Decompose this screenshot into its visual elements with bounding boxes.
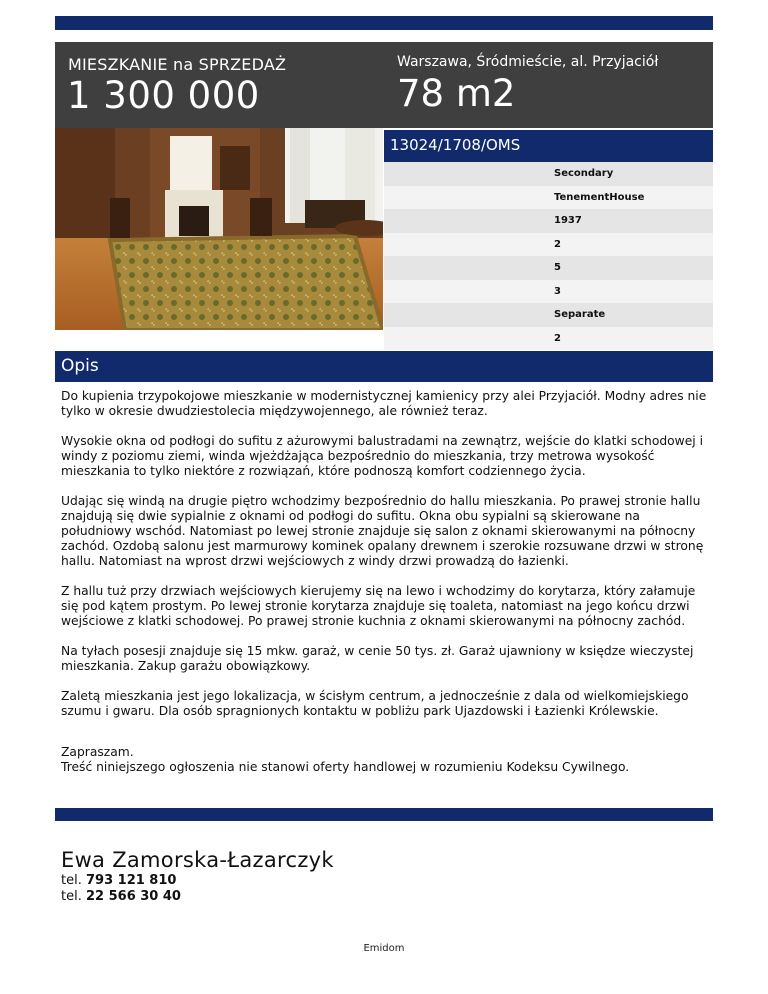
param-row (384, 186, 713, 210)
top-accent-bar (55, 16, 713, 30)
param-row (384, 303, 713, 327)
agent-name: Ewa Zamorska-Łazarczyk (61, 848, 334, 872)
description-paragraph: Zaletą mieszkania jest jego lokalizacja, w ścisłym centrum, a jednocześnie z dala od wielkomiejskiego szumu i gwaru. Dla osób spragnionych kontaktu w pobliżu park Ujazdowski i Łazienki Królewskie. (61, 689, 689, 718)
param-year: 1937 (554, 215, 582, 226)
param-value-4: 2 (554, 238, 561, 250)
param-row (384, 162, 713, 186)
phone-number[interactable]: 793 121 810 (85, 873, 177, 888)
listing-type: MIESZKANIE na SPRZEDAŻ (68, 55, 287, 74)
description-body (61, 389, 711, 775)
listing-price: 1 300 000 (67, 74, 260, 117)
param-row (384, 209, 713, 233)
description-paragraph: Z hallu tuż przy drzwiach wejściowych kierujemy się na lewo i wchodzimy do korytarza, który załamuje się pod kątem prostym. Po lewej stronie korytarza znajduje się toaleta, natomiast na jego końcu drzwi wejściowe z klatki schodowej. Po prawej stronie kuchnia z oknami skierowanymi na północny zachód. (61, 584, 696, 628)
agent-phone-1 (61, 873, 334, 888)
tel-label: tel. (61, 889, 82, 904)
listing-area: 78 m2 (397, 72, 516, 115)
description-paragraph: Udając się windą na drugie piętro wchodzimy bezpośrednio do hallu mieszkania. Po prawej stronie hallu znajdują się dwie sypialnie z oknami od podłogi do sufitu. Okna obu sypialni są skierowane na południowy wschód. Natomiast po lewej stronie znajduje się salon z oknami skierowanymi na północny zachód. Ozdobą salonu jest marmurowy kominek opalany drewnem i szerokie rozsuwane drzwi w stronę hallu. Natomiast na wprost drzwi wejściowych z windy drzwi prowadzą do łazienki. (61, 494, 704, 568)
description-heading-bar (55, 351, 713, 382)
param-row (384, 233, 713, 257)
param-row (384, 256, 713, 280)
param-value-8: 2 (554, 332, 561, 344)
description-paragraph: Na tyłach posesji znajduje się 15 mkw. garaż, w cenie 50 tys. zł. Garaż ujawniony w księdze wieczystej mieszkania. Zakup garażu obowiązkowy. (61, 644, 694, 673)
listing-location: Warszawa, Śródmieście, al. Przyjaciół (397, 54, 659, 70)
phone-number[interactable]: 22 566 30 40 (85, 889, 181, 904)
description-paragraph: Do kupienia trzypokojowe mieszkanie w modernistycznej kamienicy przy alei Przyjaciół. Modny adres nie tylko w okresie dwudziestolecia międzywojennego, ale również teraz. (61, 389, 707, 418)
tel-label: tel. (61, 873, 82, 888)
agent-phone-2 (61, 889, 334, 904)
property-photo (55, 128, 383, 330)
reference-bar (384, 130, 713, 162)
reference-number: 13024/1708/OMS (390, 136, 521, 154)
footer-company: Emidom (363, 943, 405, 954)
param-row (384, 280, 713, 304)
legal-disclaimer: Treść niniejszego ogłoszenia nie stanowi oferty handlowej w rozumieniu Kodeksu Cywilnego. (61, 760, 630, 774)
param-value-5: 5 (554, 262, 561, 273)
parameters-table (384, 162, 713, 350)
agent-contact (61, 848, 334, 904)
description-heading: Opis (61, 356, 99, 376)
closing-invite: Zapraszam. (61, 745, 134, 759)
bottom-accent-bar (55, 808, 713, 821)
param-row (384, 327, 713, 351)
param-market: Secondary (554, 168, 614, 179)
listing-header (55, 42, 713, 128)
param-kitchen: Separate (554, 309, 606, 320)
description-closing (61, 745, 711, 775)
param-building-type: TenementHouse (554, 191, 645, 203)
param-value-6: 3 (554, 285, 561, 297)
description-paragraph: Wysokie okna od podłogi do sufitu z ażurowymi balustradami na zewnątrz, wejście do klatki schodowej i windy z poziomu ziemi, winda wjeżdżająca bezpośrednio do mieszkania, trzy metrowa wysokość mieszkania to tylko niektóre z rozwiązań, które podnoszą komfort codziennego życia. (61, 434, 704, 478)
